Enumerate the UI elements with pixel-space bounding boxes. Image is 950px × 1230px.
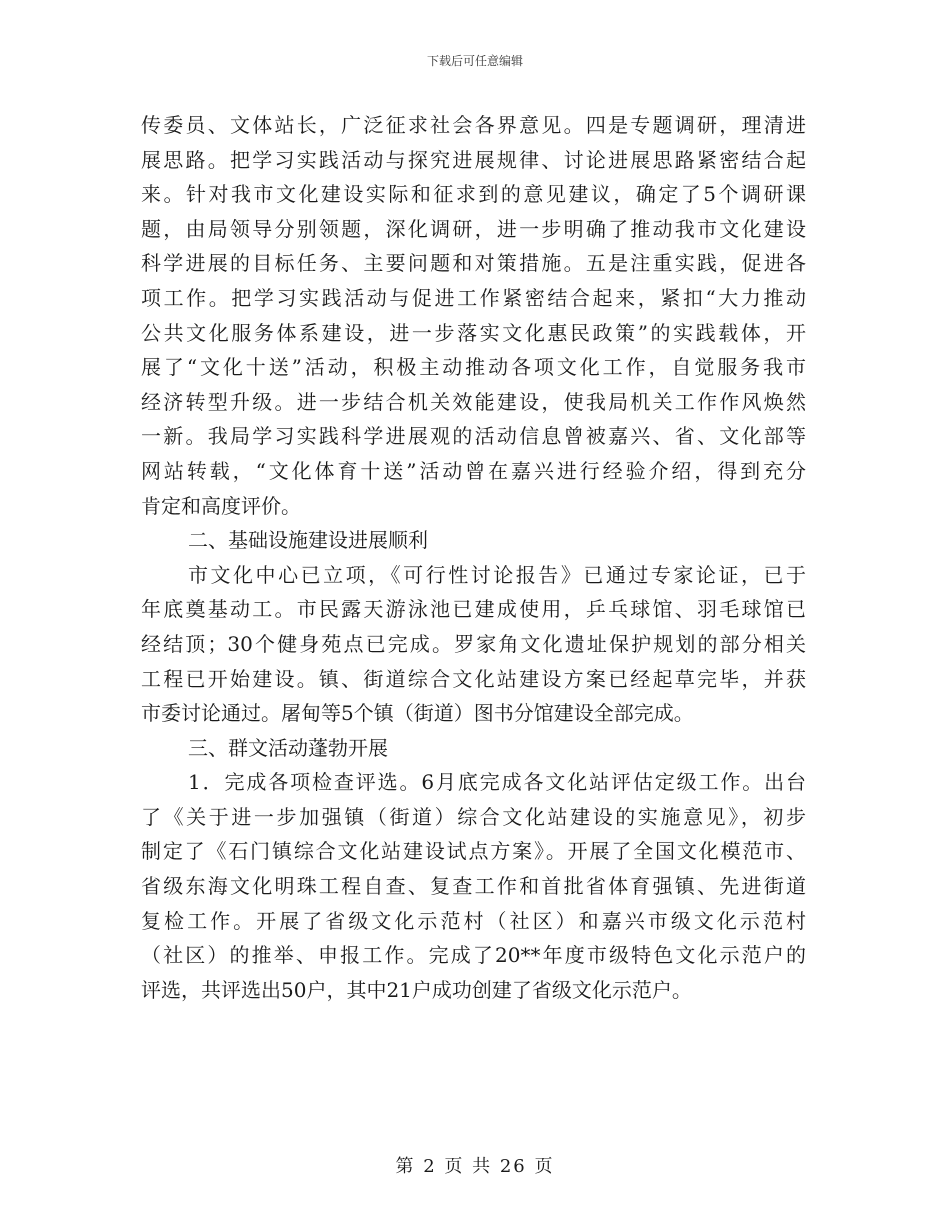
section-heading: 三、群文活动蓬勃开展	[188, 735, 388, 760]
body-line: 市委讨论通过。屠甸等5个镇（街道）图书分馆建设全部完成。	[141, 701, 694, 726]
body-line: 1．完成各项检查评选。6月底完成各文化站评估定级工作。出台	[188, 770, 806, 795]
body-line: 省级东海文化明珠工程自查、复查工作和首批省体育强镇、先进街道	[141, 874, 806, 899]
body-line: 评选，共评选出50户，其中21户成功创建了省级文化示范户。	[141, 977, 692, 1002]
body-line: 市文化中心已立项，《可行性讨论报告》已通过专家论证，已于	[188, 562, 806, 587]
page-header-note: 下载后可任意编辑	[426, 54, 523, 68]
body-line: 传委员、文体站长，广泛征求社会各界意见。四是专题调研，理清进	[141, 113, 806, 137]
body-line: 年底奠基动工。市民露天游泳池已建成使用，乒乓球馆、羽毛球馆已	[141, 597, 806, 622]
body-line: 项工作。把学习实践活动与促进工作紧密结合起来，紧扣“大力推动	[141, 285, 806, 310]
body-line: 来。针对我市文化建设实际和征求到的意见建议，确定了5个调研课	[141, 182, 806, 207]
body-line: 网站转载，“文化体育十送”活动曾在嘉兴进行经验介绍，得到充分	[141, 458, 806, 483]
body-line: （社区）的推举、申报工作。完成了20**年度市级特色文化示范户的	[141, 943, 806, 968]
body-line: 公共文化服务体系建设，进一步落实文化惠民政策”的实践载体，开	[141, 320, 806, 345]
body-line: 经济转型升级。进一步结合机关效能建设，使我局机关工作作风焕然	[141, 389, 806, 414]
body-line: 经结顶；30个健身苑点已完成。罗家角文化遗址保护规划的部分相关	[141, 631, 806, 656]
body-line: 工程已开始建设。镇、街道综合文化站建设方案已经起草完毕，并获	[141, 666, 806, 691]
body-line: 展思路。把学习实践活动与探究进展规律、讨论进展思路紧密结合起	[141, 147, 806, 172]
section-heading: 二、基础设施建设进展顺利	[188, 528, 428, 553]
body-line: 题，由局领导分别领题，深化调研，进一步明确了推动我市文化建设	[141, 216, 806, 241]
page-number: 第 2 页 共 26 页	[395, 1156, 555, 1177]
body-line: 肯定和高度评价。	[141, 493, 301, 518]
document-body	[141, 108, 806, 1007]
body-line: 科学进展的目标任务、主要问题和对策措施。五是注重实践，促进各	[141, 251, 806, 276]
body-line: 制定了《石门镇综合文化站建设试点方案》。开展了全国文化模范市、	[141, 839, 806, 864]
body-line: 展了“文化十送”活动，积极主动推动各项文化工作，自觉服务我市	[141, 355, 806, 380]
body-line: 复检工作。开展了省级文化示范村（社区）和嘉兴市级文化示范村	[141, 908, 806, 933]
body-line: 一新。我局学习实践科学进展观的活动信息曾被嘉兴、省、文化部等	[141, 424, 806, 449]
body-line: 了《关于进一步加强镇（街道）综合文化站建设的实施意见》，初步	[141, 804, 806, 829]
